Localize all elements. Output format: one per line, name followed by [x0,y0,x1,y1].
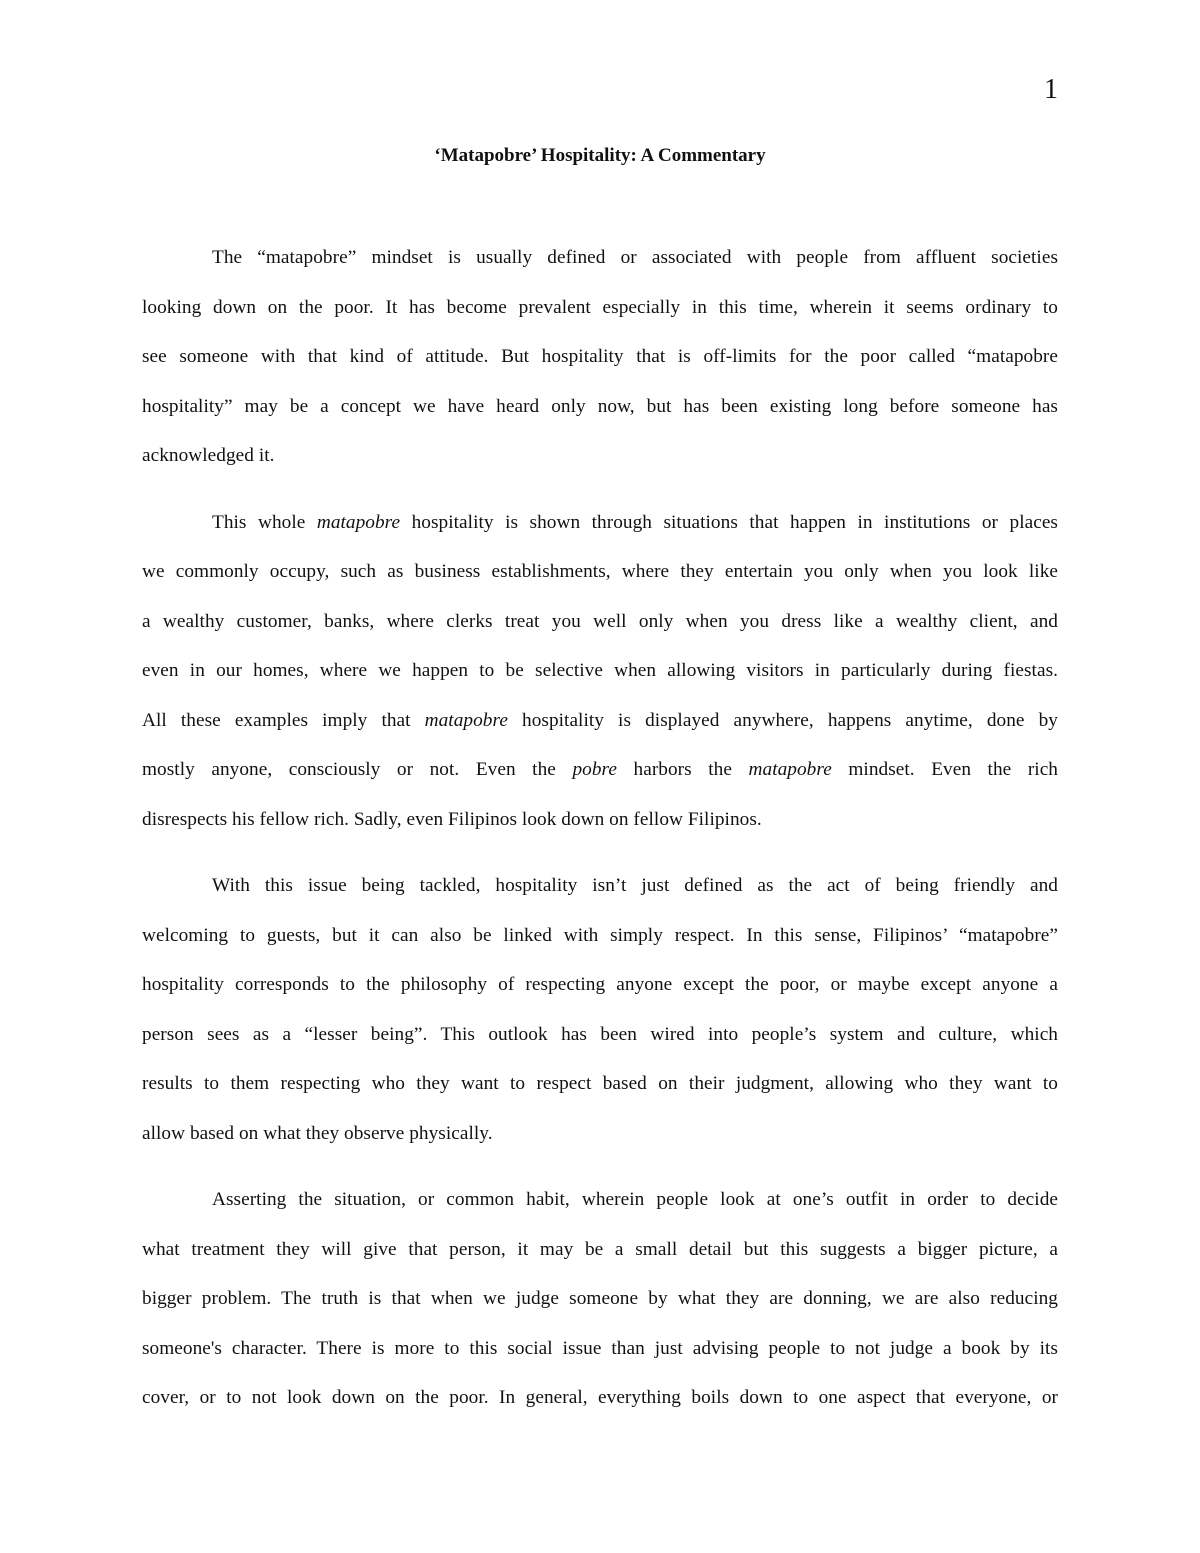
text-line: results to them respecting who they want to respect based on their judgment, allowing who they want to [142,1073,1058,1094]
page-number: 1 [1044,74,1058,105]
text-line: cover, or to not look down on the poor. In general, everything boils down to one aspect that everyone, or [142,1387,1058,1408]
text-line: With this issue being tackled, hospitality isn’t just defined as the act of being friendly and [212,875,1058,896]
text-line: we commonly occupy, such as business establishments, where they entertain you only when you look like [142,561,1058,582]
document-title: ‘Matapobre’ Hospitality: A Commentary [434,145,766,166]
text-line: bigger problem. The truth is that when we judge someone by what they are donning, we are also reducing [142,1288,1058,1309]
italic-term: matapobre [316,511,401,533]
text-line: allow based on what they observe physically. [142,1122,493,1144]
text-line: person sees as a “lesser being”. This outlook has been wired into people’s system and culture, which [142,1023,1058,1045]
text-line: even in our homes, where we happen to be selective when allowing visitors in particularly during fiestas. [142,660,1058,681]
document-body [142,233,1058,1440]
text-line: hospitality corresponds to the philosophy of respecting anyone except the poor, or maybe except anyone a [142,974,1058,995]
text-line: mostly anyone, consciously or not. Even the pobre harbors the matapobre mindset. Even the rich [142,759,1058,780]
text-line: welcoming to guests, but it can also be linked with simply respect. In this sense, Filipinos’ “matapobre” [142,924,1058,946]
italic-term: pobre [572,759,617,780]
text-line: Asserting the situation, or common habit, wherein people look at one’s outfit in order to decide [212,1189,1058,1210]
text-line: acknowledged it. [142,445,275,466]
text-line: hospitality” may be a concept we have heard only now, but has been existing long before someone has [142,395,1058,417]
text-line: see someone with that kind of attitude. But hospitality that is off-limits for the poor called “matapobre [142,346,1058,367]
body-paragraph [142,1175,1058,1423]
text-line: All these examples imply that matapobre hospitality is displayed anywhere, happens anytime, done by [142,709,1058,731]
text-line: This whole matapobre hospitality is shown through situations that happen in institutions or places [212,511,1058,533]
text-line: a wealthy customer, banks, where clerks treat you well only when you dress like a wealthy client, and [142,610,1058,632]
body-paragraph [142,233,1058,481]
text-line: looking down on the poor. It has become prevalent especially in this time, wherein it seems ordinary to [142,296,1058,318]
italic-term: matapobre [424,709,508,731]
italic-term: matapobre [748,759,832,780]
body-paragraph [142,498,1058,845]
text-line: disrespects his fellow rich. Sadly, even Filipinos look down on fellow Filipinos. [142,808,762,830]
text-line: someone's character. There is more to this social issue than just advising people to not judge a book by its [142,1337,1058,1359]
body-paragraph [142,861,1058,1158]
text-line: The “matapobre” mindset is usually defined or associated with people from affluent societies [212,247,1058,268]
text-line: what treatment they will give that person, it may be a small detail but this suggests a bigger picture, a [142,1238,1058,1260]
